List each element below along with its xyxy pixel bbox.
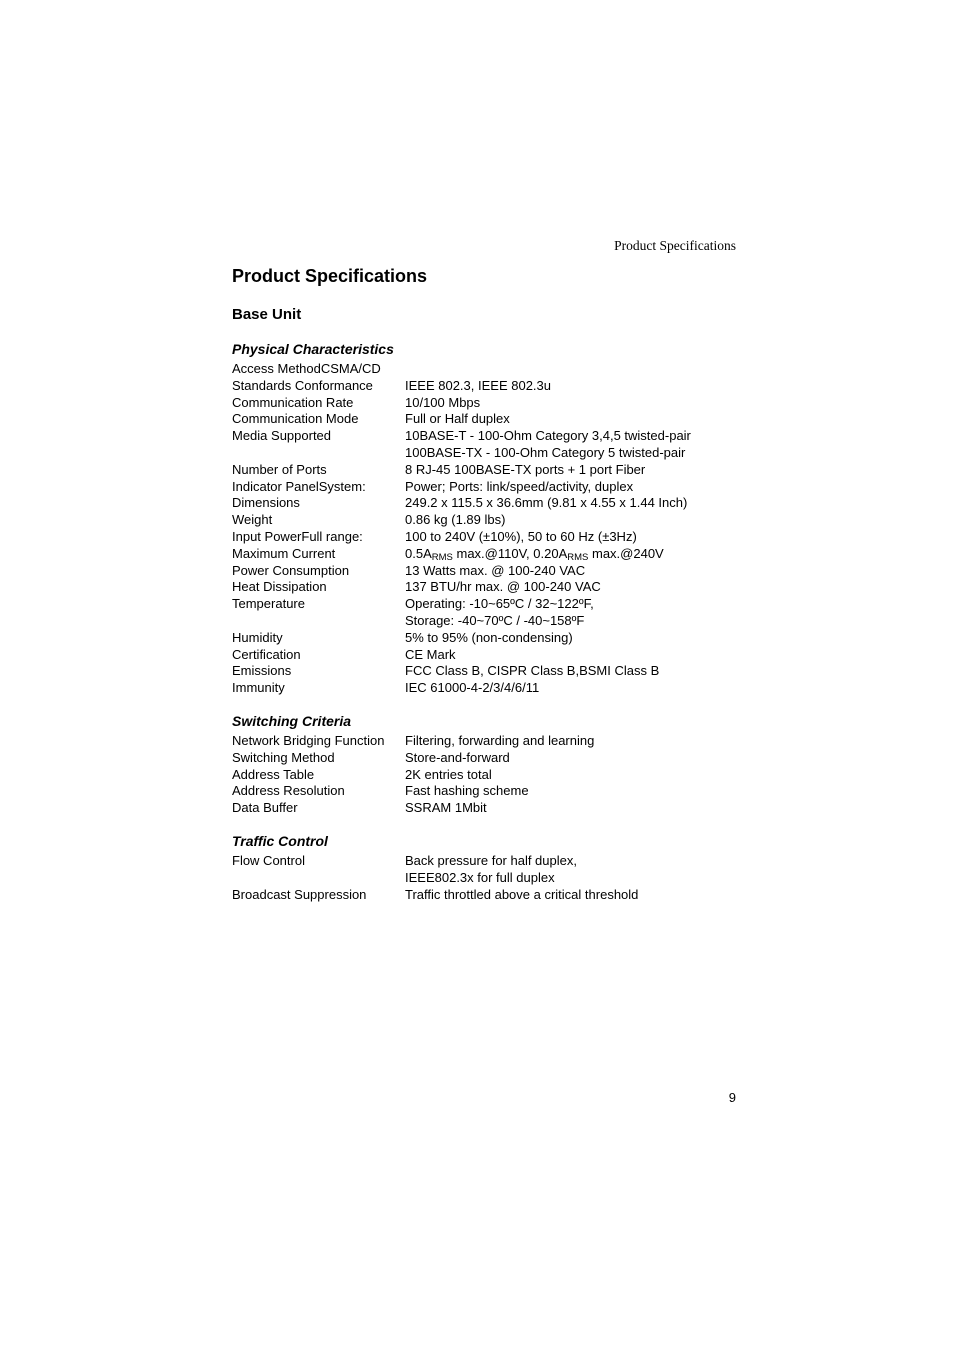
spec-value: Power; Ports: link/speed/activity, duplex	[405, 478, 634, 494]
spec-value: Filtering, forwarding and learning	[405, 732, 595, 748]
spec-label: Temperature	[232, 596, 305, 612]
spec-row	[232, 411, 752, 428]
spec-label: Input PowerFull range:	[232, 528, 363, 544]
heading-switching-criteria: Switching Criteria	[232, 712, 352, 729]
spec-value: 100BASE-TX - 100-Ohm Category 5 twisted-pair	[405, 444, 686, 460]
spec-row	[232, 767, 752, 784]
spec-value: 137 BTU/hr max. @ 100-240 VAC	[405, 579, 601, 595]
spec-row	[232, 495, 752, 512]
spec-row	[232, 563, 752, 580]
spec-label: Address Table	[232, 766, 315, 782]
spec-row	[232, 887, 752, 904]
spec-value: 100 to 240V (±10%), 50 to 60 Hz (±3Hz)	[405, 528, 637, 544]
spec-value: 249.2 x 115.5 x 36.6mm (9.81 x 4.55 x 1.44 Inch)	[405, 495, 688, 511]
spec-value: IEEE 802.3, IEEE 802.3u	[405, 377, 551, 393]
spec-row	[232, 395, 752, 412]
spec-label: Broadcast Suppression	[232, 886, 367, 902]
spec-row	[232, 647, 752, 664]
spec-row	[232, 783, 752, 800]
spec-row	[232, 378, 752, 395]
spec-value: Operating: -10~65ºC / 32~122ºF,	[405, 596, 594, 612]
spec-row	[232, 870, 752, 887]
spec-value: Full or Half duplex	[405, 411, 510, 427]
heading-traffic-control: Traffic Control	[232, 832, 328, 849]
spec-row	[232, 733, 752, 750]
spec-row-access-method	[232, 361, 752, 378]
spec-row	[232, 750, 752, 767]
heading-physical-characteristics: Physical Characteristics	[232, 341, 394, 357]
spec-value: IEEE802.3x for full duplex	[405, 869, 555, 885]
spec-label: Indicator PanelSystem:	[232, 478, 366, 494]
spec-row	[232, 428, 752, 445]
spec-label: Communication Mode	[232, 411, 359, 427]
running-header: Product Specifications	[614, 238, 736, 253]
spec-label	[232, 445, 405, 462]
spec-label	[232, 613, 405, 630]
page-number: 9	[728, 1090, 736, 1105]
spec-value: Storage: -40~70ºC / -40~158ºF	[405, 612, 585, 628]
spec-row-maximum-current	[232, 546, 752, 563]
spec-row	[232, 596, 752, 613]
spec-value: Fast hashing scheme	[405, 783, 529, 799]
spec-list-physical	[232, 378, 752, 546]
spec-value: FCC Class B, CISPR Class B,BSMI Class B	[405, 663, 660, 679]
spec-value: Back pressure for half duplex,	[405, 852, 577, 868]
spec-row	[232, 479, 752, 496]
spec-row	[232, 512, 752, 529]
spec-label: Communication Rate	[232, 394, 354, 410]
spec-value: CE Mark	[405, 646, 456, 662]
spec-label: Network Bridging Function	[232, 732, 385, 748]
spec-label: Address Resolution	[232, 783, 345, 799]
spec-value: Store-and-forward	[405, 749, 510, 765]
spec-row	[232, 663, 752, 680]
spec-row	[232, 853, 752, 870]
spec-label: Number of Ports	[232, 461, 327, 477]
spec-list-switching	[232, 733, 752, 817]
spec-row	[232, 529, 752, 546]
spec-value: 2K entries total	[405, 766, 492, 782]
spec-label: Certification	[232, 646, 301, 662]
spec-label	[232, 870, 405, 887]
spec-label: Media Supported	[232, 428, 332, 444]
spec-value: 13 Watts max. @ 100-240 VAC	[405, 562, 586, 578]
spec-row	[232, 462, 752, 479]
spec-label: Emissions	[232, 663, 292, 679]
spec-value: IEC 61000-4-2/3/4/6/11	[405, 680, 540, 696]
spec-label: Access MethodCSMA/CD	[232, 361, 381, 376]
spec-value: SSRAM 1Mbit	[405, 800, 487, 816]
spec-label: Weight	[232, 512, 273, 528]
spec-value: Traffic throttled above a critical threshold	[405, 886, 639, 902]
spec-value: 0.86 kg (1.89 lbs)	[405, 512, 506, 528]
spec-value: 5% to 95% (non-condensing)	[405, 629, 573, 645]
spec-label: Data Buffer	[232, 800, 298, 816]
spec-value: 8 RJ-45 100BASE-TX ports + 1 port Fiber	[405, 461, 646, 477]
spec-row	[232, 445, 752, 462]
spec-label: Dimensions	[232, 495, 300, 511]
spec-row	[232, 680, 752, 697]
spec-row	[232, 630, 752, 647]
spec-value: $0.5A_{RMS}$ max.@110V, $0.20A_{RMS}$ max.@240V	[405, 545, 664, 563]
spec-label: Flow Control	[232, 852, 305, 868]
spec-label: Humidity	[232, 629, 283, 645]
spec-row	[232, 613, 752, 630]
spec-value: 10BASE-T - 100-Ohm Category 3,4,5 twisted-pair	[405, 428, 691, 444]
spec-label: Power Consumption	[232, 562, 350, 578]
spec-list-traffic	[232, 853, 752, 903]
spec-label: Switching Method	[232, 749, 335, 765]
spec-content	[232, 264, 752, 903]
spec-row	[232, 579, 752, 596]
page-title: Product Specifications	[232, 266, 428, 286]
spec-value: 10/100 Mbps	[405, 394, 481, 410]
spec-list-physical-2	[232, 563, 752, 697]
spec-label: Standards Conformance	[232, 377, 373, 393]
spec-label: Heat Dissipation	[232, 579, 327, 595]
spec-label: Immunity	[232, 680, 285, 696]
spec-label: Maximum Current	[232, 545, 336, 561]
section-title-base-unit: Base Unit	[232, 306, 302, 323]
spec-row	[232, 800, 752, 817]
